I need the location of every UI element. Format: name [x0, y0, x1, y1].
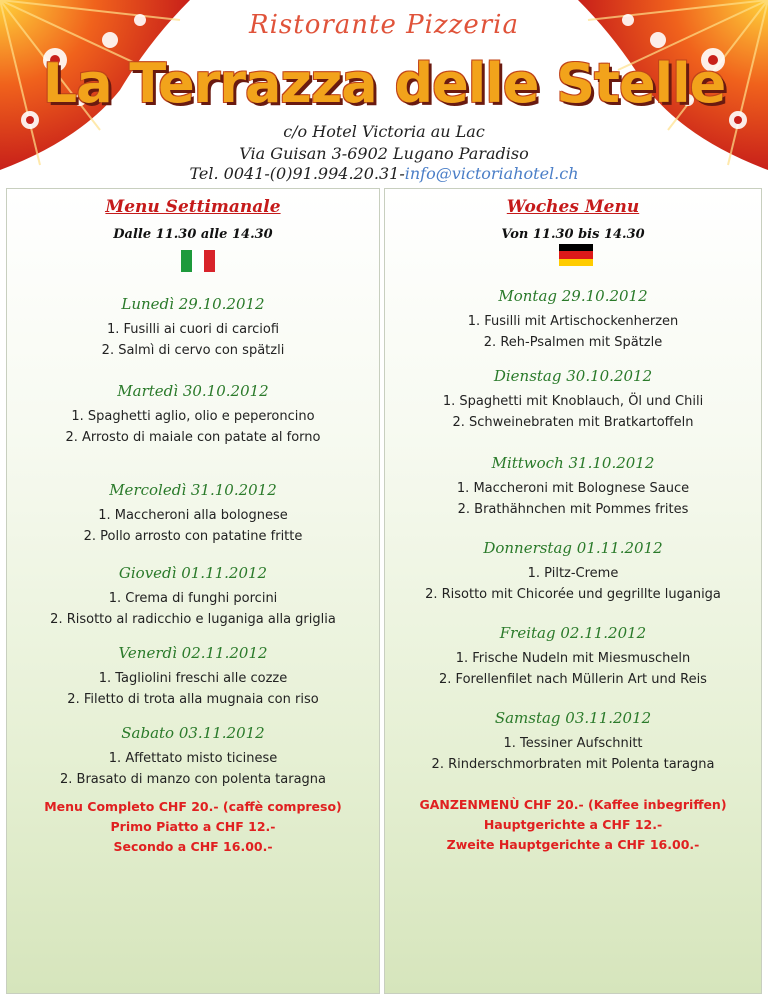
price-line-1: GANZENMENÙ CHF 20.- (Kaffee inbegriffen) [419, 797, 727, 812]
dish-2: 2. Risotto mit Chicorée und gegrillte luganiga [425, 587, 721, 602]
price-line-2: Primo Piatto a CHF 12.- [110, 819, 276, 834]
dish-2: 2. Brasato di manzo con polenta taragna [59, 772, 327, 787]
dish-1: 1. Spaghetti aglio, olio e peperoncino [71, 409, 315, 424]
price-line-1: Menu Completo CHF 20.- (caffè compreso) [44, 799, 342, 814]
day-heading: Giovedì 01.11.2012 [118, 564, 268, 582]
day-heading: Montag 29.10.2012 [498, 287, 648, 305]
dish-1: 1. Maccheroni mit Bolognese Sauce [456, 481, 690, 496]
dish-2: 2. Reh-Psalmen mit Spätzle [483, 335, 663, 350]
italian-day-friday [7, 644, 379, 710]
italian-day-thursday [7, 564, 379, 630]
italian-day-saturday [7, 724, 379, 790]
dish-2: 2. Filetto di trota alla mugnaia con riso [67, 692, 319, 707]
dish-1: 1. Tessiner Aufschnitt [503, 736, 643, 751]
dish-1: 1. Piltz-Creme [527, 566, 619, 581]
address-line-2: Via Guisan 3-6902 Lugano Paradiso [239, 144, 529, 163]
german-day-saturday [385, 709, 761, 775]
german-day-friday [385, 624, 761, 690]
day-heading: Lunedì 29.10.2012 [121, 295, 265, 313]
german-day-monday [385, 287, 761, 353]
day-heading: Freitag 02.11.2012 [499, 624, 647, 642]
dish-1: 1. Affettato misto ticinese [108, 751, 278, 766]
dish-1: 1. Maccheroni alla bolognese [98, 508, 288, 523]
italian-day-tuesday [7, 382, 379, 448]
email-link[interactable]: info@victoriahotel.ch [404, 164, 579, 183]
day-heading: Mittwoch 31.10.2012 [491, 454, 655, 472]
german-hours: Von 11.30 bis 14.30 [501, 227, 645, 242]
header [0, 0, 768, 190]
dish-2: 2. Rinderschmorbraten mit Polenta taragna [431, 757, 715, 772]
german-menu-title: Woches Menu [506, 197, 640, 217]
italian-day-monday [7, 295, 379, 361]
dish-1: 1. Crema di funghi porcini [108, 591, 278, 606]
german-day-wednesday [385, 454, 761, 520]
dish-1: 1. Tagliolini freschi alle cozze [98, 671, 288, 686]
day-heading: Martedì 30.10.2012 [117, 382, 269, 400]
dish-2: 2. Schweinebraten mit Bratkartoffeln [452, 415, 694, 430]
german-day-thursday [385, 539, 761, 605]
dish-2: 2. Risotto al radicchio e luganiga alla griglia [50, 612, 336, 627]
dish-1: 1. Spaghetti mit Knoblauch, Öl und Chili [442, 394, 704, 409]
day-heading: Samstag 03.11.2012 [494, 709, 652, 727]
german-menu-panel [384, 188, 762, 994]
german-prices [385, 795, 761, 855]
day-heading: Dienstag 30.10.2012 [493, 367, 653, 385]
dish-2: 2. Pollo arrosto con patatine fritte [83, 529, 303, 544]
dish-2: 2. Brathähnchen mit Pommes frites [457, 502, 689, 517]
address-line-1: c/o Hotel Victoria au Lac [283, 122, 485, 141]
price-line-2: Hauptgerichte a CHF 12.- [483, 817, 663, 832]
germany-flag-icon [559, 244, 593, 266]
dish-1: 1. Fusilli mit Artischockenherzen [467, 314, 679, 329]
day-heading: Venerdì 02.11.2012 [118, 644, 268, 662]
price-line-3: Zweite Hauptgerichte a CHF 16.00.- [446, 837, 700, 852]
italy-flag-icon [181, 250, 215, 272]
german-day-tuesday [385, 367, 761, 433]
italian-menu-panel [6, 188, 380, 994]
dish-2: 2. Salmì di cervo con spätzli [101, 343, 285, 358]
day-heading: Sabato 03.11.2012 [121, 724, 265, 742]
day-heading: Mercoledì 31.10.2012 [109, 481, 277, 499]
dish-2: 2. Arrosto di maiale con patate al forno [65, 430, 321, 445]
italian-menu-title: Menu Settimanale [105, 197, 281, 217]
phone-number: Tel. 0041-(0)91.994.20.31- [189, 164, 405, 183]
restaurant-name-logo: La Terrazza delle Stelle [42, 52, 726, 115]
italian-prices [7, 797, 379, 857]
dish-2: 2. Forellenfilet nach Müllerin Art und Reis [439, 672, 707, 687]
dish-1: 1. Fusilli ai cuori di carciofi [106, 322, 280, 337]
day-heading: Donnerstag 01.11.2012 [483, 539, 663, 557]
restaurant-type: Ristorante Pizzeria [249, 10, 519, 40]
contact-line [0, 164, 768, 183]
italian-day-wednesday [7, 481, 379, 547]
dish-1: 1. Frische Nudeln mit Miesmuscheln [455, 651, 691, 666]
italian-hours: Dalle 11.30 alle 14.30 [113, 227, 273, 242]
price-line-3: Secondo a CHF 16.00.- [113, 839, 273, 854]
